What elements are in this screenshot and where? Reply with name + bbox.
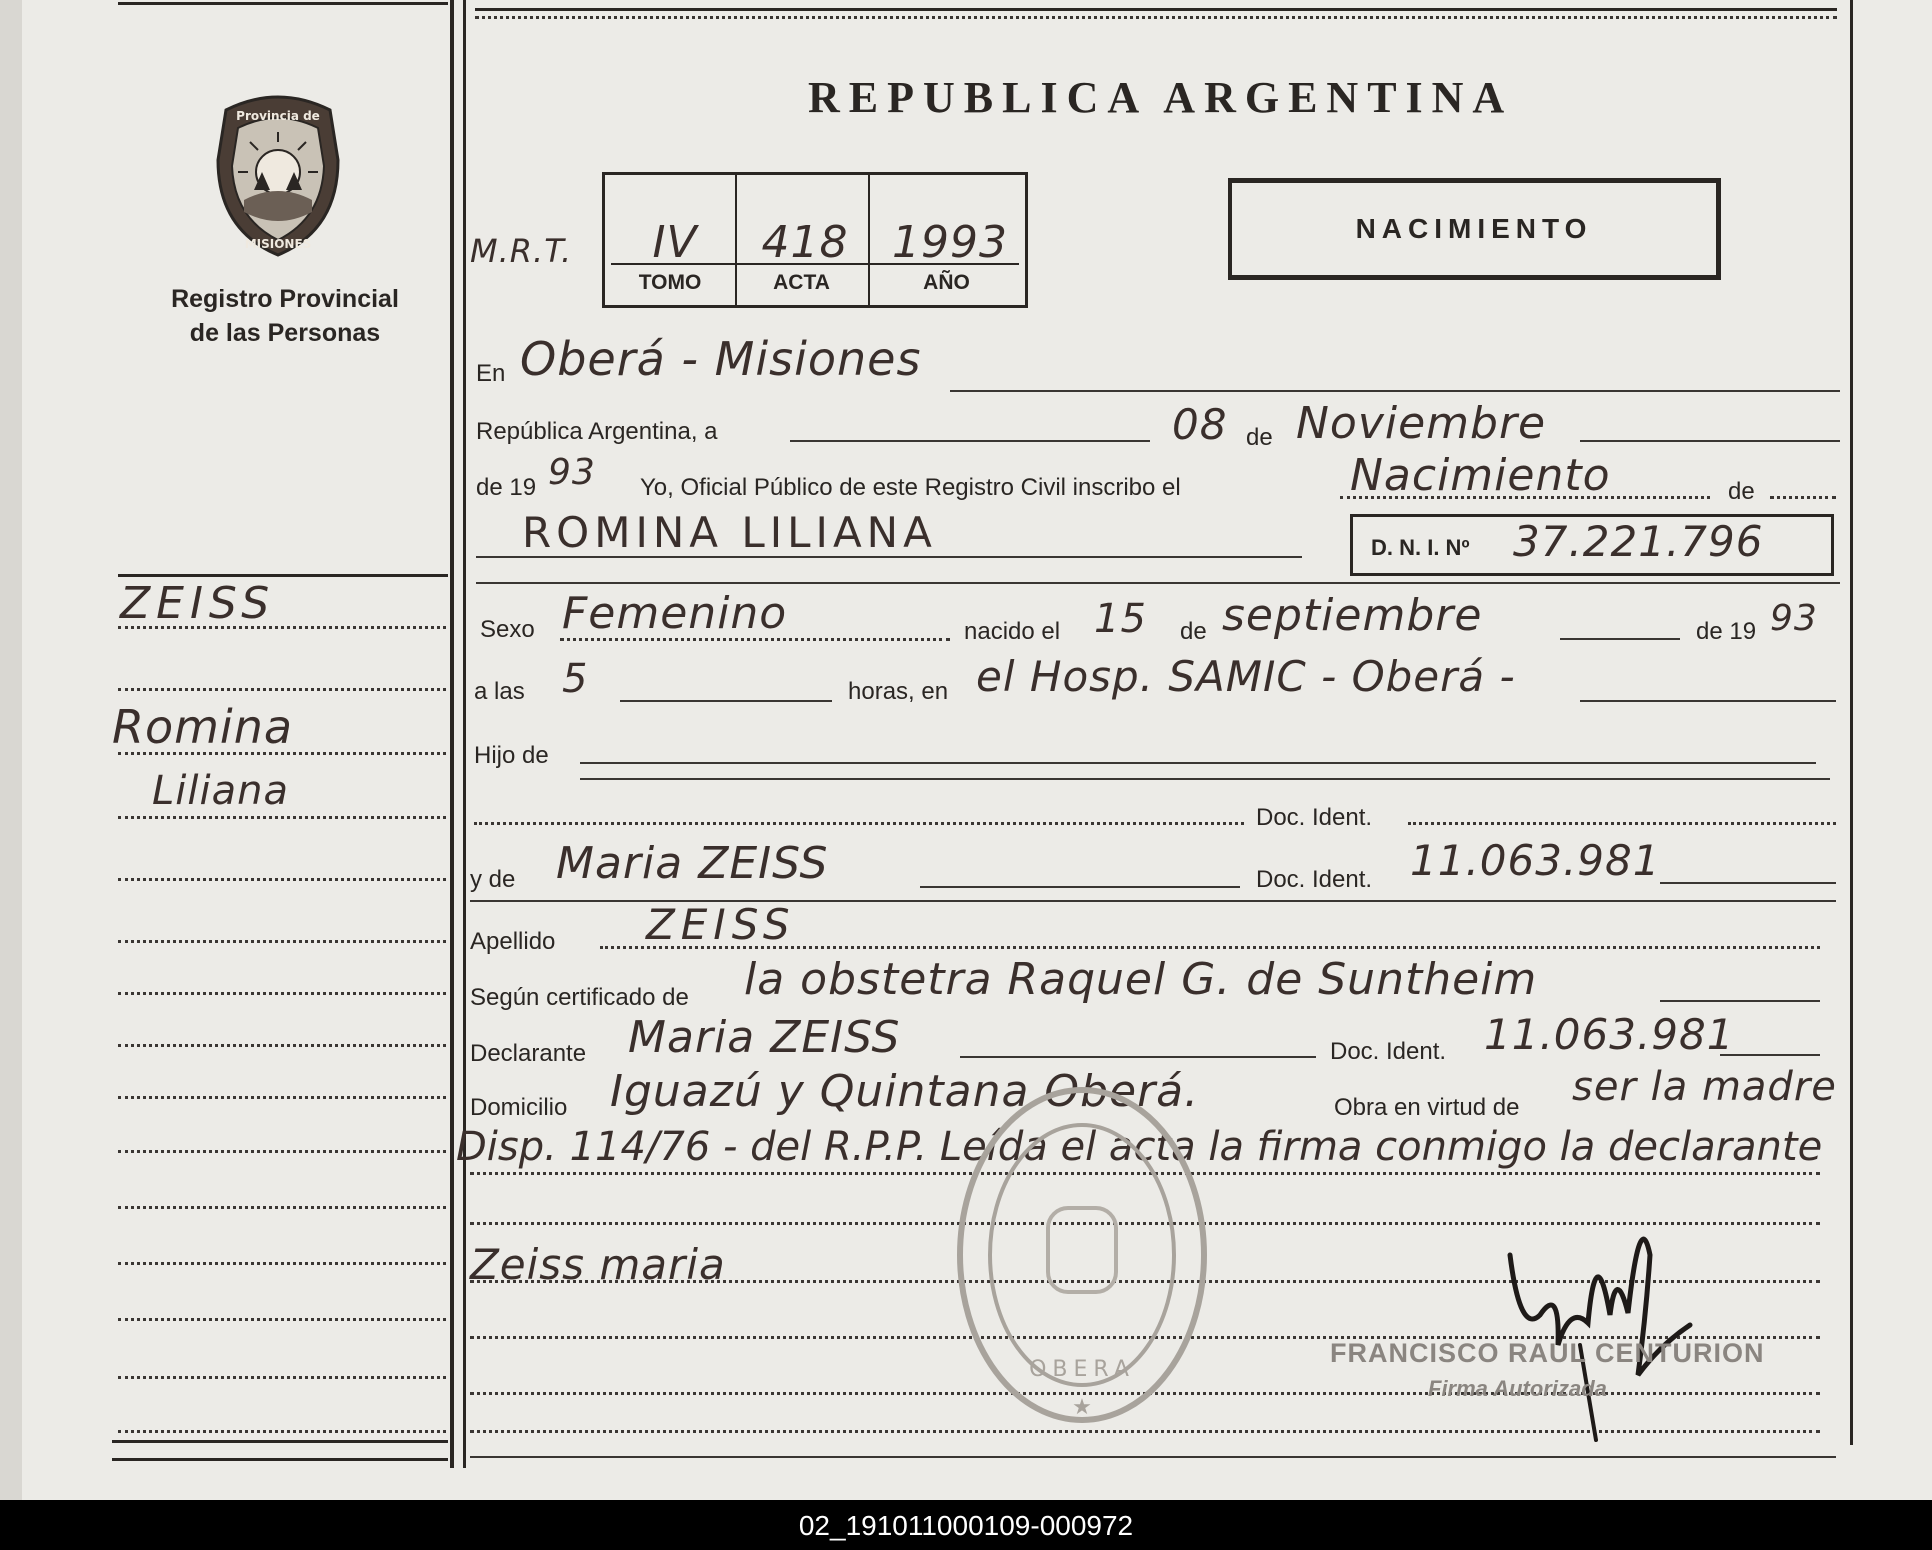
- segun-label: Según certificado de: [470, 984, 689, 1011]
- official-signature-icon: [1500, 1195, 1700, 1445]
- father-doc-line: [1408, 822, 1836, 825]
- act-value: Nacimiento: [1350, 450, 1611, 501]
- sexo-label: Sexo: [480, 616, 535, 643]
- margin-divider-2: [463, 0, 466, 1468]
- declarante-doc: 11.063.981: [1484, 1010, 1735, 1059]
- de-label-1: de: [1246, 424, 1273, 451]
- margin-line: [118, 992, 446, 995]
- margin-line: [118, 878, 446, 881]
- birth-month: septiembre: [1222, 590, 1483, 641]
- margin-given-name-2: Liliana: [152, 768, 289, 814]
- margin-surname: ZEISS: [120, 578, 276, 629]
- margin-line: [118, 626, 446, 629]
- margin-rule-top: [118, 574, 448, 577]
- obra-value: ser la madre: [1572, 1064, 1837, 1110]
- margin-line: [118, 1262, 446, 1265]
- domicilio-label: Domicilio: [470, 1094, 568, 1121]
- right-border: [1850, 0, 1853, 1445]
- month-line: [1580, 440, 1840, 442]
- hijo-label: Hijo de: [474, 742, 549, 769]
- ano-label: AÑO: [923, 271, 970, 294]
- day-value: 08: [1172, 400, 1228, 449]
- acta-value: 418: [761, 217, 849, 268]
- segun-value: la obstetra Raquel G. de Suntheim: [744, 954, 1538, 1005]
- top-rule-left: [118, 2, 448, 5]
- sexo-line: [560, 638, 950, 641]
- doc-ident-label-2: Doc. Ident.: [1256, 866, 1373, 893]
- de19-label-2: de 19: [1696, 618, 1757, 645]
- document-type-label: NACIMIENTO: [1355, 213, 1593, 244]
- svg-text:MISIONES: MISIONES: [244, 237, 312, 251]
- hijo-line: [580, 762, 1816, 764]
- mrt-label: M.R.T.: [470, 232, 573, 270]
- record-box: [602, 172, 1028, 308]
- tomo-label: TOMO: [638, 271, 702, 294]
- mother-name: Maria ZEISS: [556, 838, 829, 889]
- margin-line: [118, 1430, 446, 1433]
- official-stamp-icon: [952, 1080, 1212, 1430]
- segun-line: [1660, 1000, 1820, 1002]
- declarante-label: Declarante: [470, 1040, 587, 1067]
- margin-line: [118, 1206, 446, 1209]
- top-dotted-rule: [475, 16, 1837, 19]
- margin-line: [118, 940, 446, 943]
- ano-value: 1993: [892, 217, 1008, 268]
- dni-box: [1350, 514, 1834, 576]
- apellido-value: ZEISS: [646, 900, 796, 949]
- svg-text:★: ★: [1072, 1395, 1092, 1420]
- dni-label: D. N. I. Nº: [1371, 535, 1470, 560]
- doc-ident-label-1: Doc. Ident.: [1256, 804, 1373, 831]
- horas-label: horas, en: [848, 678, 949, 705]
- margin-line: [118, 1376, 446, 1379]
- de-label-2: de: [1728, 478, 1755, 505]
- margin-given-name-1: Romina: [112, 700, 294, 754]
- document-title: REPUBLICA ARGENTINA: [808, 73, 1514, 122]
- de-label-3: de: [1180, 618, 1207, 645]
- svg-text:OBERA: OBERA: [1029, 1357, 1135, 1382]
- a-las-label: a las: [474, 678, 525, 705]
- hour-value: 5: [562, 656, 589, 702]
- act-line: [1340, 496, 1710, 499]
- de-line-2: [1770, 496, 1836, 499]
- obra-label: Obra en virtud de: [1334, 1094, 1520, 1121]
- margin-line: [118, 1044, 446, 1047]
- en-line: [950, 390, 1840, 392]
- child-name-line: [476, 556, 1302, 558]
- en-label: En: [476, 360, 506, 387]
- birth-day: 15: [1094, 596, 1147, 642]
- tomo-value: IV: [652, 217, 698, 268]
- republica-line: [790, 440, 1150, 442]
- hour-line: [620, 700, 832, 702]
- child-name: ROMINA LILIANA: [522, 508, 937, 557]
- disp-value: Disp. 114/76 - del R.P.P. Leída el acta la firma conmigo la declarante: [456, 1124, 1823, 1170]
- document-type-box: [1228, 178, 1721, 280]
- declarante-doc-line: [1720, 1054, 1820, 1056]
- birth-year: 93: [1770, 598, 1818, 639]
- place-value: el Hosp. SAMIC - Oberá -: [976, 652, 1516, 701]
- sexo-value: Femenino: [562, 588, 788, 639]
- bottom-line: [470, 1456, 1836, 1458]
- registry-line-1: Registro Provincial: [171, 285, 399, 313]
- image-caption: 02_191011000109-000972: [798, 1510, 1134, 1541]
- margin-line: [118, 752, 446, 755]
- acta-label: ACTA: [773, 271, 830, 294]
- yo-text: Yo, Oficial Público de este Registro Civil inscribo el: [640, 474, 1181, 501]
- mother-name-line: [920, 886, 1240, 888]
- top-rule-right: [475, 8, 1837, 11]
- year-value: 93: [548, 452, 596, 493]
- registry-line-2: de las Personas: [189, 319, 381, 347]
- republica-label: República Argentina, a: [476, 418, 718, 445]
- de19-label: de 19: [476, 474, 537, 501]
- registry-name: [130, 282, 440, 350]
- margin-line: [118, 688, 446, 691]
- y-de-label: y de: [470, 866, 516, 893]
- domicilio-value: Iguazú y Quintana Oberá.: [610, 1066, 1200, 1117]
- apellido-label: Apellido: [470, 928, 556, 955]
- declarante-line: [960, 1056, 1316, 1058]
- svg-text:Provincia de: Provincia de: [236, 109, 320, 123]
- margin-line: [118, 1150, 446, 1153]
- month-value: Noviembre: [1296, 398, 1547, 449]
- section-line: [476, 582, 1840, 584]
- declarante-value: Maria ZEISS: [628, 1012, 901, 1063]
- birth-month-line: [1560, 638, 1680, 640]
- margin-line: [118, 816, 446, 819]
- mother-doc: 11.063.981: [1410, 836, 1661, 885]
- margin-rule-bottom: [112, 1440, 448, 1443]
- official-name: FRANCISCO RAUL CENTURION: [1330, 1338, 1765, 1368]
- page-binding-edge: [0, 0, 22, 1500]
- margin-line: [118, 1318, 446, 1321]
- en-value: Oberá - Misiones: [520, 332, 922, 386]
- dni-value: 37.221.796: [1513, 517, 1764, 566]
- mother-doc-line: [1660, 882, 1836, 884]
- margin-divider: [450, 0, 454, 1468]
- nacido-label: nacido el: [964, 618, 1061, 645]
- official-signature-label: Firma Autorizada: [1428, 1376, 1607, 1401]
- misiones-seal-icon: [208, 90, 348, 260]
- hijo-line-2: [580, 778, 1830, 780]
- margin-rule-bottom-2: [112, 1458, 448, 1461]
- doc-ident-label-3: Doc. Ident.: [1330, 1038, 1447, 1065]
- place-line: [1580, 700, 1836, 702]
- apellido-line: [600, 946, 1820, 949]
- father-line: [474, 822, 1244, 825]
- declarant-signature: Zeiss maria: [470, 1240, 726, 1289]
- margin-line: [118, 1096, 446, 1099]
